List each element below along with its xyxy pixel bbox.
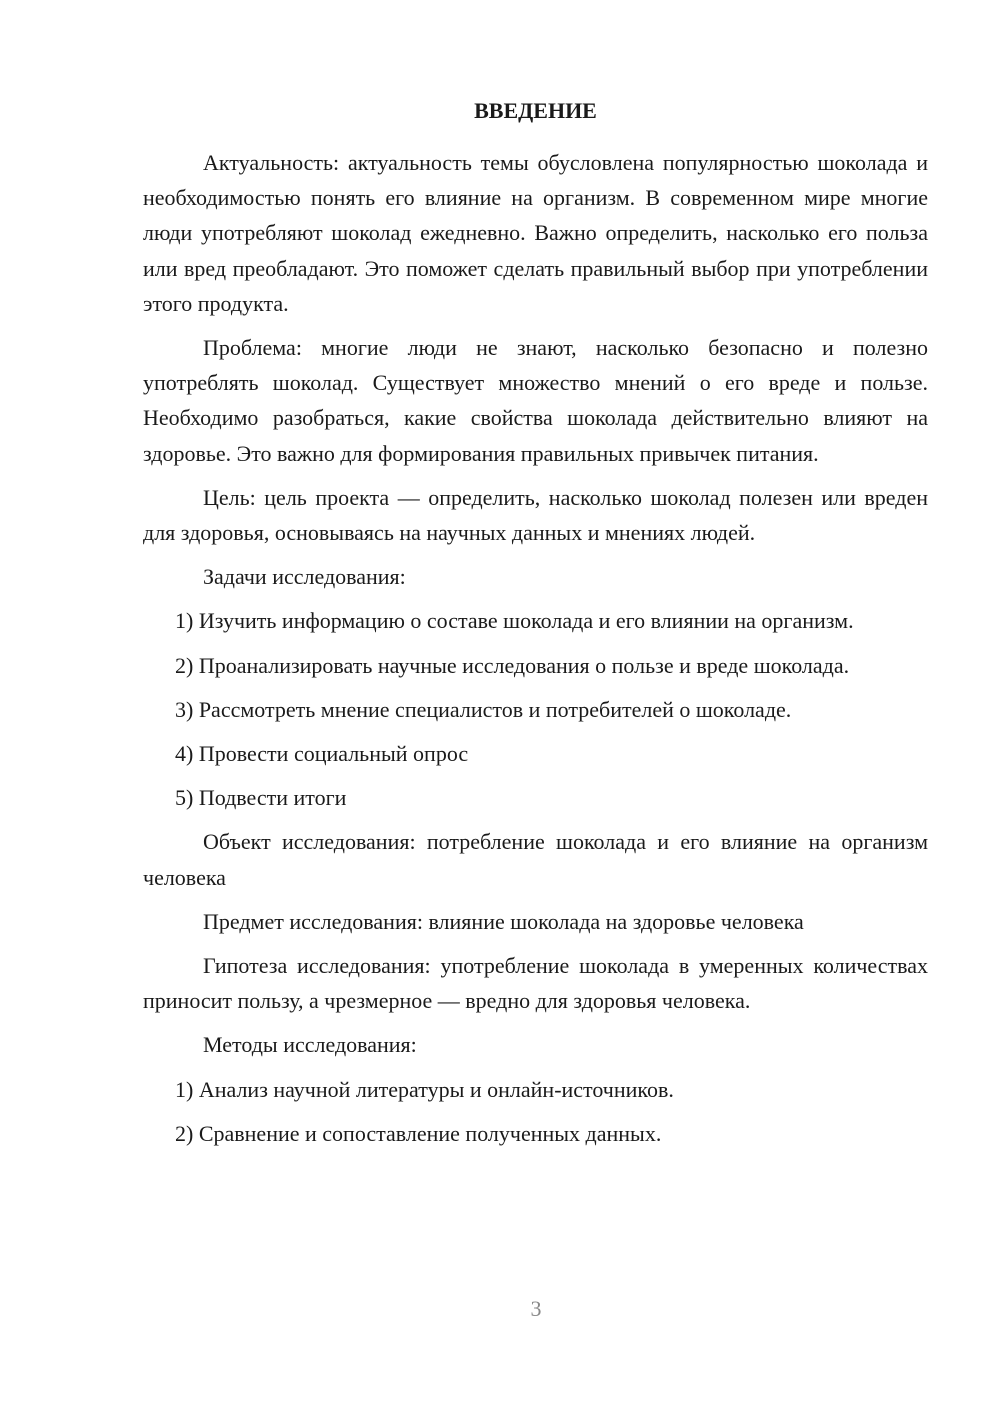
hypothesis-paragraph: Гипотеза исследования: употребление шоколада в умеренных количествах приносит пользу, а чрезмерное — вредно для здоровья человека. bbox=[143, 953, 928, 1014]
task-item: 5) Подвести итоги bbox=[175, 785, 347, 811]
object-paragraph: Объект исследования: потребление шоколада и его влияние на организм человека bbox=[143, 829, 928, 890]
method-item: 1) Анализ научной литературы и онлайн-источников. bbox=[175, 1076, 674, 1102]
method-item: 2) Сравнение и сопоставление полученных данных. bbox=[175, 1120, 662, 1146]
task-item: 2) Проанализировать научные исследования о пользе и вреде шоколада. bbox=[175, 652, 850, 678]
task-item: 1) Изучить информацию о составе шоколада и его влиянии на организм. bbox=[175, 608, 854, 634]
methods-heading: Методы исследования: bbox=[203, 1032, 417, 1058]
goal-paragraph: Цель: цель проекта — определить, насколько шоколад полезен или вреден для здоровья, основываясь на научных данных и мнениях людей. bbox=[143, 484, 928, 546]
document-page bbox=[143, 96, 928, 1160]
task-item: 3) Рассмотреть мнение специалистов и потребителей о шоколаде. bbox=[175, 696, 792, 722]
problem-paragraph: Проблема: многие люди не знают, насколько безопасно и полезно употреблять шоколад. Существует множество мнений о его вреде и пользе. Необходимо разобраться, какие свойства шоколада действительно влияют на здоровье. Это важно для формирования правильных привычек питания. bbox=[143, 335, 928, 466]
task-item: 4) Провести социальный опрос bbox=[175, 741, 469, 767]
relevance-paragraph: Актуальность: актуальность темы обусловлена популярностью шоколада и необходимостью понять его влияние на организм. В современном мире многие люди употребляют шоколад ежедневно. Важно определить, насколько его польза или вред преобладают. Это поможет сделать правильный выбор при употреблении этого продукта. bbox=[143, 150, 928, 316]
tasks-heading: Задачи исследования: bbox=[203, 564, 406, 590]
page-title: ВВЕДЕНИЕ bbox=[474, 98, 597, 123]
subject-paragraph: Предмет исследования: влияние шоколада на здоровье человека bbox=[203, 908, 804, 934]
page-number: 3 bbox=[530, 1296, 542, 1321]
